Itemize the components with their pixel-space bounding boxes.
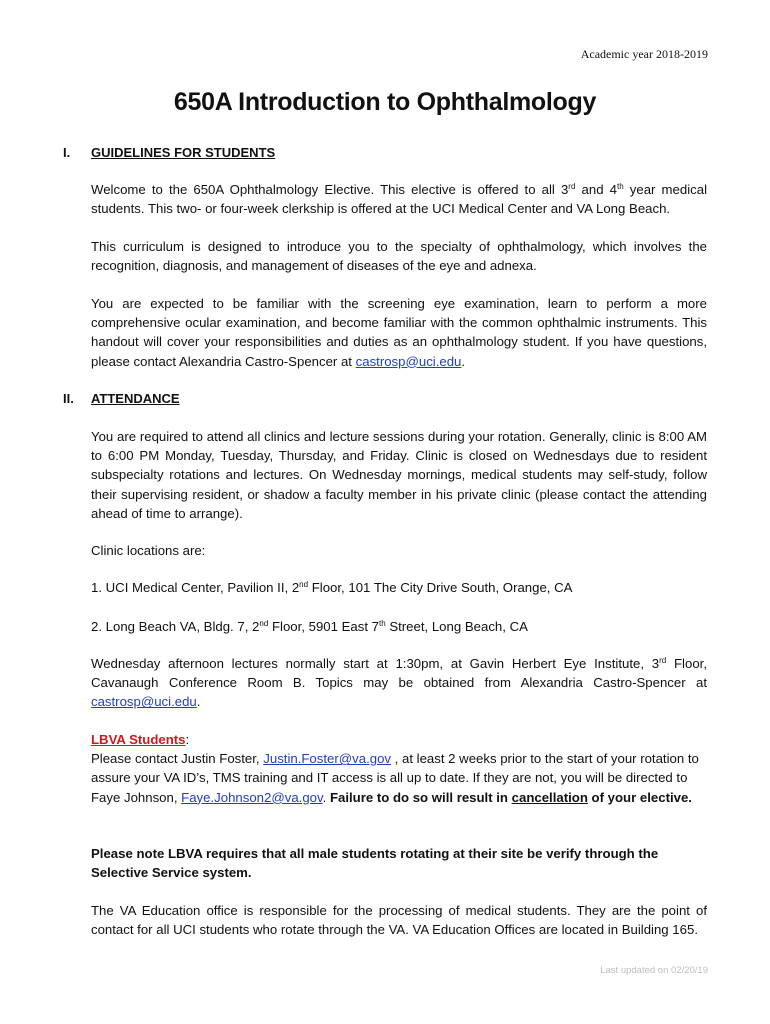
text: Street, Long Beach, CA — [385, 619, 528, 634]
clinic-location-2 — [91, 617, 707, 636]
text: , at least 2 weeks prior to the start of your rotation to assure your VA ID’s, TMS training and IT access is all up to date. If they are not, you will be directed to Faye Johnson, — [91, 751, 699, 805]
lectures-paragraph — [91, 654, 707, 712]
section-1-paragraph-3 — [91, 294, 707, 371]
email-link[interactable]: castrosp@uci.edu — [355, 353, 462, 369]
section-2-number: II. — [63, 391, 74, 406]
selective-service-note: Please note LBVA requires that all male students rotating at their site be verify through the Selective Service system. — [91, 846, 659, 881]
text: Floor, 101 The City Drive South, Orange, CA — [308, 580, 573, 595]
warning-text: of your elective. — [587, 789, 692, 805]
text: . — [196, 694, 201, 710]
superscript: rd — [659, 656, 667, 665]
email-link[interactable]: castrosp@uci.edu — [91, 694, 197, 710]
text: Please contact Justin Foster, — [91, 751, 264, 767]
email-link[interactable]: Faye.Johnson2@va.gov — [181, 789, 323, 805]
text: Floor, 5901 East 7 — [268, 619, 379, 634]
text: year medical students. This two- or four-week clerkship is offered at the UCI Medical Center and VA Long Beach. — [91, 182, 707, 217]
text: and 4 — [575, 182, 617, 197]
text: 1. UCI Medical Center, Pavilion II, 2 — [91, 580, 300, 595]
text: . — [461, 353, 466, 369]
text: Wednesday afternoon lectures normally start at 1:30pm, at Gavin Herbert Eye Institute, 3 — [91, 656, 660, 671]
warning-text: cancellation — [511, 789, 588, 805]
text: 2. Long Beach VA, Bldg. 7, 2 — [91, 619, 260, 634]
superscript: nd — [299, 580, 309, 589]
superscript: rd — [568, 182, 576, 191]
section-2-paragraph-1: You are required to attend all clinics and lecture sessions during your rotation. Generally, clinic is 8:00 AM to 6:00 PM Monday, Tuesday, Thursday, and Friday. Clinic is closed on Wednesdays due to resident subspecialty rotations and lectures. On Wednesday mornings, medical students may self-study, follow their supervising resident, or shadow a faculty member in his private clinic (please contact the attending ahead of time to arrange). — [91, 429, 707, 521]
text: Floor, Cavanaugh Conference Room B. Topics may be obtained from Alexandria Castro-Spencer at — [91, 656, 707, 691]
warning-text: Failure to do so will result in — [329, 789, 512, 805]
clinic-location-1 — [91, 578, 707, 597]
va-education-paragraph: The VA Education office is responsible for the processing of medical students. They are the point of contact for all UCI students who rotate through the VA. VA Education Offices are located in Building 165. — [91, 903, 707, 938]
section-1-heading: GUIDELINES FOR STUDENTS — [91, 145, 276, 160]
section-2-heading: ATTENDANCE — [91, 391, 180, 406]
superscript: th — [617, 182, 624, 191]
superscript: nd — [259, 619, 269, 628]
text: . — [322, 789, 330, 805]
email-link[interactable]: Justin.Foster@va.gov — [263, 751, 391, 767]
section-1-paragraph-2: This curriculum is designed to introduce you to the specialty of ophthalmology, which involves the recognition, diagnosis, and management of diseases of the eye and adnexa. — [91, 239, 707, 274]
lbva-paragraph — [91, 730, 707, 807]
text: Welcome to the 650A Ophthalmology Elective. This elective is offered to all 3 — [91, 182, 569, 197]
text: : — [185, 732, 190, 747]
section-1-number: I. — [63, 145, 71, 160]
text: You are expected to be familiar with the screening eye examination, learn to perform a more comprehensive ocular examination, and become familiar with the common ophthalmic instruments. This handout will cover your responsibilities and duties as an ophthalmology student. If you have questions, please contact Alexandria Castro-Spencer at — [91, 296, 707, 369]
page-title: 650A Introduction to Ophthalmology — [173, 88, 597, 116]
lbva-heading: LBVA Students — [91, 732, 186, 747]
last-updated: Last updated on 02/20/19 — [600, 965, 708, 976]
academic-year: Academic year 2018-2019 — [580, 47, 708, 61]
section-1-paragraph-1 — [91, 180, 707, 218]
clinic-locations-intro: Clinic locations are: — [91, 543, 206, 558]
superscript: th — [379, 619, 386, 628]
